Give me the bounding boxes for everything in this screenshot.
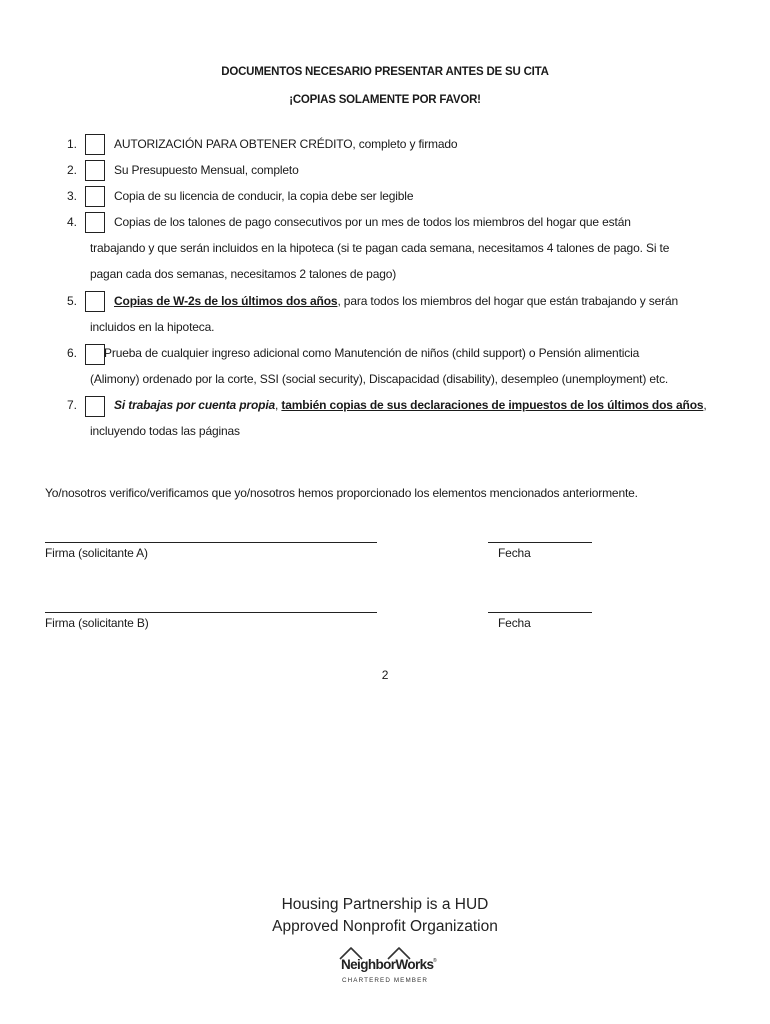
checkbox-item-3[interactable]	[85, 186, 105, 207]
date-line-a[interactable]	[488, 542, 592, 543]
logo-tagline: CHARTERED MEMBER	[342, 977, 429, 984]
signature-label-b: Firma (solicitante B)	[45, 616, 149, 630]
document-title: DOCUMENTOS NECESARIO PRESENTAR ANTES DE SU CITA	[221, 66, 549, 78]
checkbox-item-6[interactable]	[85, 344, 105, 365]
checkbox-item-7[interactable]	[85, 396, 105, 417]
item-4-line-2: trabajando y que serán incluidos en la hipoteca (si te pagan cada semana, necesitamos 4 talones de pago. Si te	[90, 241, 670, 255]
item-number: 2.	[67, 163, 78, 177]
item-5-line-2: incluidos en la hipoteca.	[90, 320, 215, 334]
date-label-a: Fecha	[498, 546, 531, 560]
item-6-line-2: (Alimony) ordenado por la corte, SSI (social security), Discapacidad (disability), desempleo (unemployment) etc.	[90, 372, 669, 386]
item-6-line-1: Prueba de cualquier ingreso adicional como Manutención de niños (child support) o Pensión alimenticia	[104, 346, 640, 360]
checkbox-item-1[interactable]	[85, 134, 105, 155]
checkbox-item-2[interactable]	[85, 160, 105, 181]
signature-label-a: Firma (solicitante A)	[45, 546, 148, 560]
item-1-text: AUTORIZACIÓN PARA OBTENER CRÉDITO, completo y firmado	[114, 137, 458, 151]
item-7-end: ,	[703, 398, 707, 412]
footer-line-1: Housing Partnership is a HUD	[281, 896, 489, 913]
date-label-b: Fecha	[498, 616, 531, 630]
item-5-line-1	[114, 294, 678, 308]
item-number: 7.	[67, 398, 78, 412]
item-7-line-2: incluyendo todas las páginas	[90, 424, 240, 438]
item-number: 5.	[67, 294, 78, 308]
checkbox-item-5[interactable]	[85, 291, 105, 312]
footer-line-2: Approved Nonprofit Organization	[272, 918, 498, 935]
item-4-line-3: pagan cada dos semanas, necesitamos 2 talones de pago)	[90, 267, 397, 281]
signature-line-a[interactable]	[45, 542, 377, 543]
logo-registered: ®	[433, 958, 437, 964]
item-number: 4.	[67, 215, 78, 229]
item-3-text: Copia de su licencia de conducir, la copia debe ser legible	[114, 189, 414, 203]
date-line-b[interactable]	[488, 612, 592, 613]
item-5-emphasis: Copias de W-2s de los últimos dos años	[114, 294, 338, 308]
signature-line-b[interactable]	[45, 612, 377, 613]
item-number: 1.	[67, 137, 78, 151]
logo-name: NeighborWorks	[341, 957, 434, 972]
item-7-line-1	[114, 398, 707, 412]
item-4-line-1: Copias de los talones de pago consecutivos por un mes de todos los miembros del hogar que están	[114, 215, 631, 229]
verification-statement: Yo/nosotros verifico/verificamos que yo/nosotros hemos proporcionado los elementos mencionados anteriormente.	[45, 486, 638, 500]
item-7-emphasis: también copias de sus declaraciones de impuestos de los últimos dos años	[281, 398, 704, 412]
document-subtitle: ¡COPIAS SOLAMENTE POR FAVOR!	[289, 94, 481, 106]
item-7-sep: ,	[275, 398, 282, 412]
item-2-text: Su Presupuesto Mensual, completo	[114, 163, 299, 177]
item-7-self-employed: Si trabajas por cuenta propia	[114, 398, 276, 412]
item-number: 6.	[67, 346, 78, 360]
item-number: 3.	[67, 189, 78, 203]
page-number: 2	[381, 668, 389, 682]
checkbox-item-4[interactable]	[85, 212, 105, 233]
item-5-rest: , para todos los miembros del hogar que están trabajando y serán	[337, 294, 679, 308]
neighborworks-logo	[330, 944, 442, 988]
